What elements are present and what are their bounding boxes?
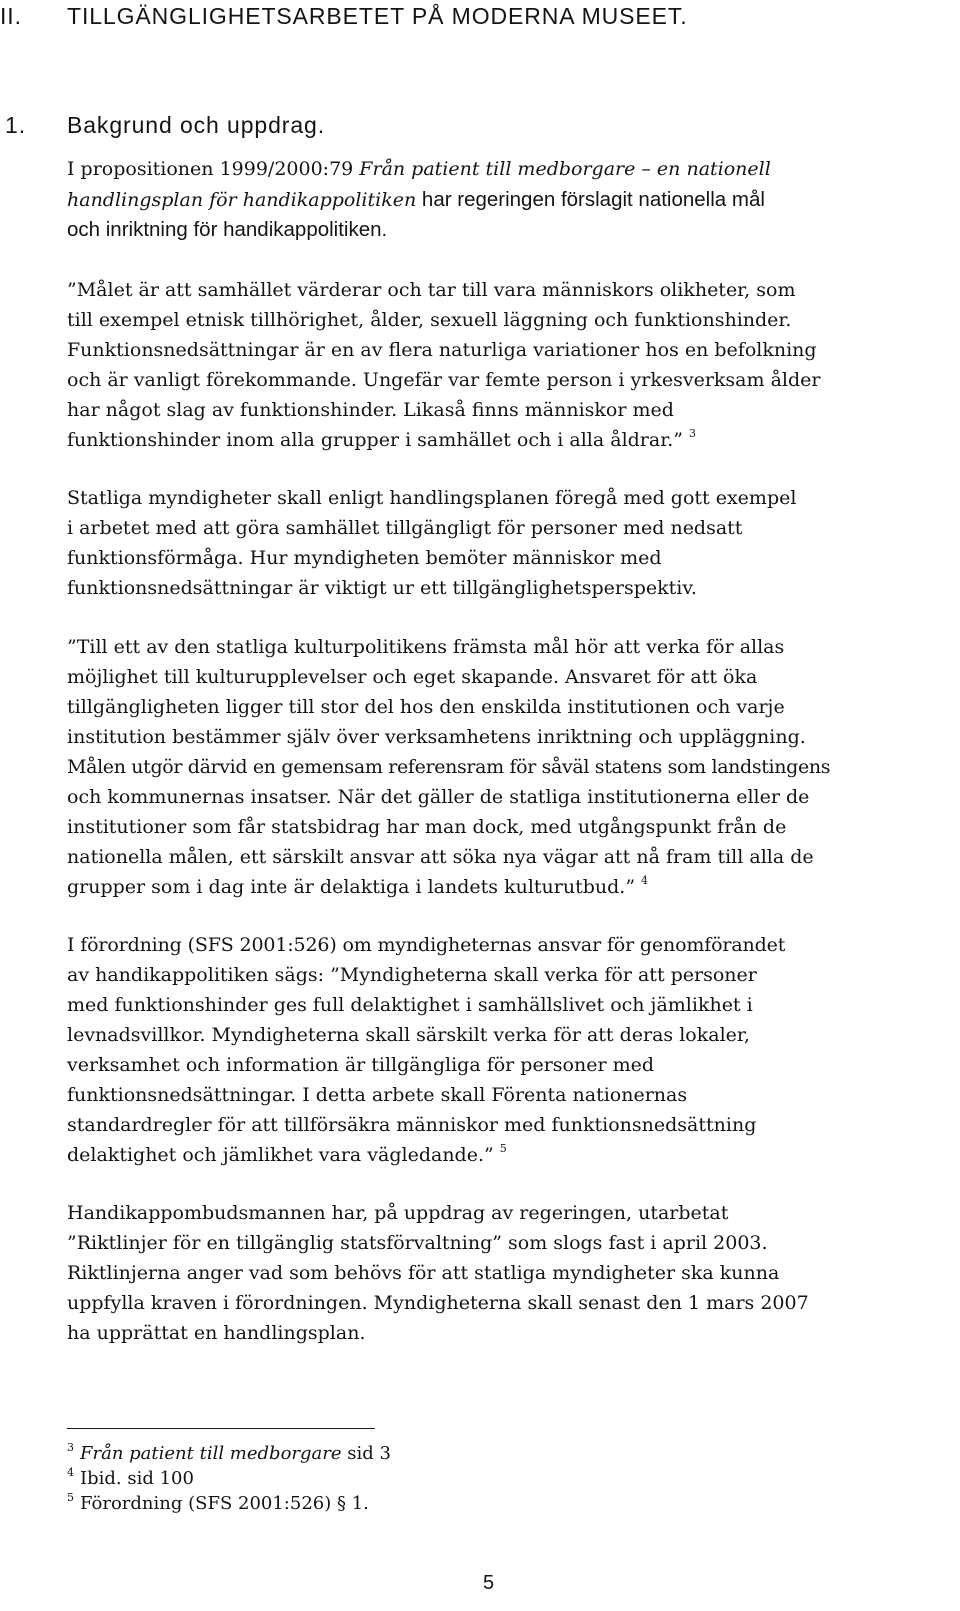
quote1-line: och är vanligt förekommande. Ungefär var femte person i yrkesverksam ålder (67, 369, 821, 391)
footnote-item: 4 Ibid. sid 100 (67, 1466, 194, 1489)
paragraph3-line: Statliga myndigheter skall enligt handlingsplanen föregå med gott exempel (67, 487, 797, 509)
paragraph5-line: levnadsvillkor. Myndigheterna skall särskilt verka för att deras lokaler, (67, 1024, 750, 1046)
footnote-text: sid 3 (341, 1443, 391, 1464)
quote2-line: institutioner som får statsbidrag har man dock, med utgångspunkt från de (67, 816, 787, 838)
footnote-text: Förordning (SFS 2001:526) § 1. (80, 1493, 369, 1514)
quote2-line: möjlighet till kulturupplevelser och eget skapande. Ansvaret för att öka (67, 666, 758, 688)
paragraph6-line: uppfylla kraven i förordningen. Myndigheterna skall senast den 1 mars 2007 (67, 1292, 809, 1314)
paragraph3-line: i arbetet med att göra samhället tillgängligt för personer med nedsatt (67, 517, 743, 539)
quote1-line: ”Målet är att samhället värderar och tar till vara människors olikheter, som (67, 279, 796, 301)
footnotes-list (67, 1441, 391, 1516)
body-paragraph-3 (67, 483, 947, 603)
paragraph3-line: funktionsnedsättningar är viktigt ur ett tillgänglighetsperspektiv. (67, 577, 697, 599)
intro-text-rest: har regeringen förslagit nationella mål (416, 187, 765, 211)
quote2-line: Målen utgör därvid en gemensam referensram för såväl statens som landstingens (67, 756, 831, 778)
footnote-italic-title: Från patient till medborgare (80, 1443, 342, 1464)
quote2-line: och kommunernas insatser. När det gäller de statliga institutionerna eller de (67, 786, 810, 808)
quote2-line: institution bestämmer själv över verksamhetens inriktning och uppläggning. (67, 726, 806, 748)
body-paragraph-5 (67, 930, 947, 1170)
quote1-line: Funktionsnedsättningar är en av flera naturliga variationer hos en befolkning (67, 339, 817, 361)
proposition-title-continued: handlingsplan för handikappolitiken (67, 188, 417, 211)
footnote-reference-4[interactable]: 4 (641, 874, 649, 887)
paragraph5-line: delaktighet och jämlikhet vara vägledande.” (67, 1144, 494, 1166)
paragraph6-line: ”Riktlinjer för en tillgänglig statsförvaltning” som slogs fast i april 2003. (67, 1232, 768, 1254)
paragraph6-line: Handikappombudsmannen har, på uppdrag av regeringen, utarbetat (67, 1202, 729, 1224)
section-title: TILLGÄNGLIGHETSARBETET PÅ MODERNA MUSEET. (67, 3, 688, 29)
quote-paragraph-2 (67, 632, 947, 902)
paragraph3-line: funktionsförmåga. Hur myndigheten bemöter människor med (67, 547, 662, 569)
quote-paragraph-1 (67, 275, 947, 455)
paragraph5-line: av handikappolitiken sägs: ”Myndigheterna skall verka för att personer (67, 964, 757, 986)
page-number: 5 (483, 1572, 495, 1594)
footnote-reference-5[interactable]: 5 (499, 1142, 507, 1155)
subsection-title: Bakgrund och uppdrag. (67, 112, 326, 138)
quote1-line: till exempel etnisk tillhörighet, ålder, sexuell läggning och funktionshinder. (67, 309, 792, 331)
quote2-line: grupper som i dag inte är delaktiga i landets kulturutbud.” (67, 876, 636, 898)
section-number: II. (0, 3, 22, 29)
subsection-heading (5, 111, 325, 139)
quote1-line: har något slag av funktionshinder. Likaså finns människor med (67, 399, 674, 421)
paragraph6-line: ha upprättat en handlingsplan. (67, 1322, 366, 1344)
quote2-line: nationella målen, ett särskilt ansvar att söka nya vägar att nå fram till alla de (67, 846, 814, 868)
paragraph6-line: Riktlinjerna anger vad som behövs för att statliga myndigheter ska kunna (67, 1262, 780, 1284)
proposition-title: Från patient till medborgare – en nationell (359, 158, 771, 180)
footnote-text: Ibid. sid 100 (80, 1468, 194, 1489)
footnote-item: 5 Förordning (SFS 2001:526) § 1. (67, 1491, 369, 1514)
footnote-reference-3[interactable]: 3 (688, 427, 696, 440)
quote1-line: funktionshinder inom alla grupper i samhället och i alla åldrar.” (67, 429, 683, 451)
footnote-item: 3 Från patient till medborgare sid 3 (67, 1441, 391, 1464)
intro-text-end: och inriktning för handikappolitiken. (67, 218, 388, 241)
subsection-number: 1. (5, 112, 26, 138)
paragraph5-line: verksamhet och information är tillgängliga för personer med (67, 1054, 655, 1076)
quote2-line: ”Till ett av den statliga kulturpolitikens främsta mål hör att verka för allas (67, 636, 785, 658)
body-paragraph-6 (67, 1198, 947, 1348)
quote2-line: tillgängligheten ligger till stor del hos den enskilda institutionen och varje (67, 696, 785, 718)
intro-paragraph (67, 155, 947, 246)
footnote-divider (67, 1428, 375, 1429)
paragraph5-line: I förordning (SFS 2001:526) om myndigheternas ansvar för genomförandet (67, 934, 786, 956)
paragraph5-line: standardregler för att tillförsäkra människor med funktionsnedsättning (67, 1114, 757, 1136)
intro-text: I propositionen 1999/2000:79 (67, 158, 360, 180)
paragraph5-line: funktionsnedsättningar. I detta arbete skall Förenta nationernas (67, 1084, 688, 1106)
section-heading (0, 2, 688, 30)
paragraph5-line: med funktionshinder ges full delaktighet i samhällslivet och jämlikhet i (67, 994, 753, 1016)
